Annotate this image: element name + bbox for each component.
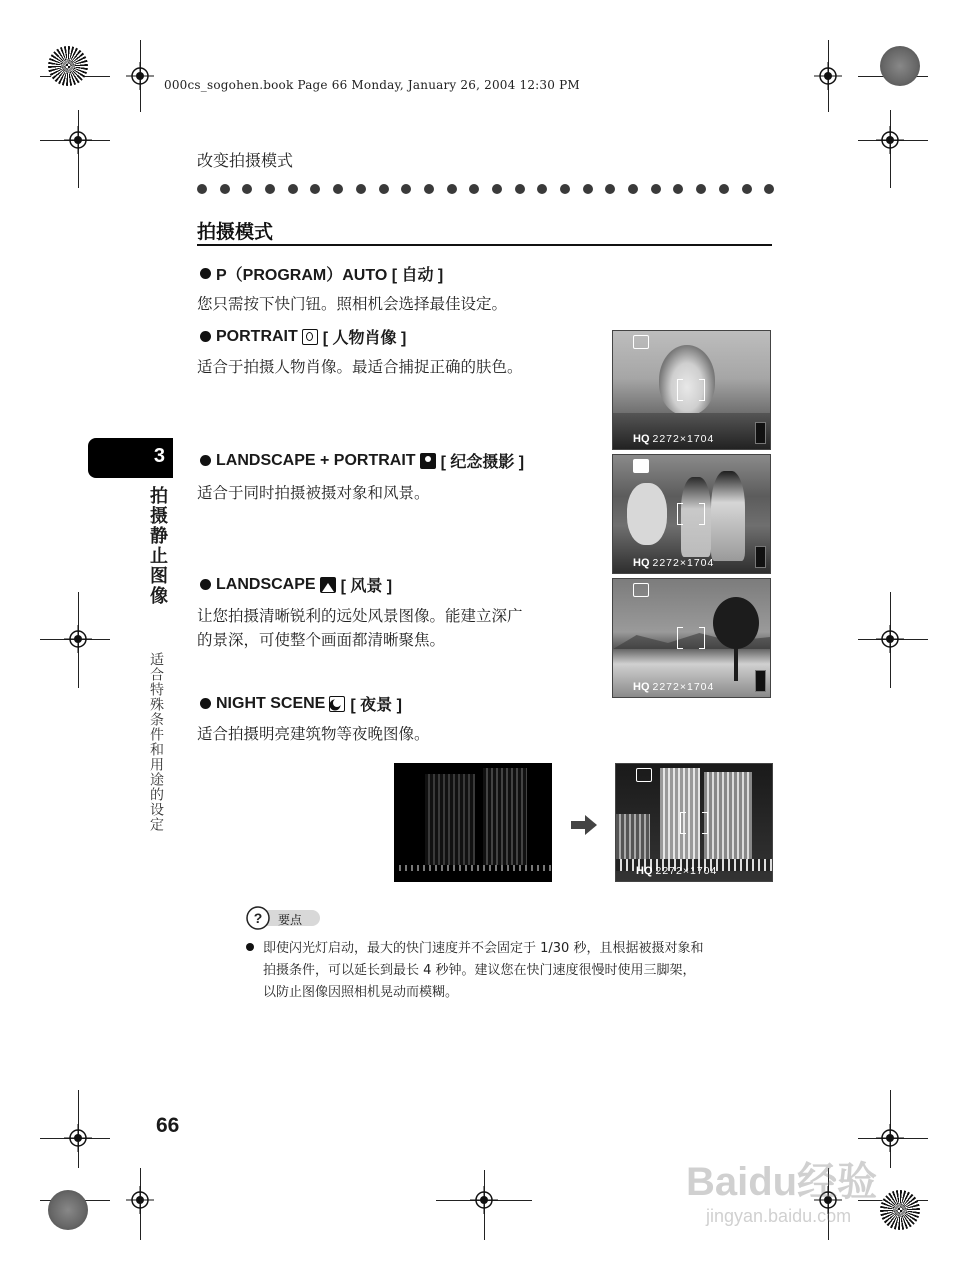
mode-heading-text: P（PROGRAM）AUTO [ 自动 ] [216, 267, 444, 284]
description-line: 的景深，可使整个画面都清晰聚焦。 [197, 631, 446, 649]
landscape-mode-icon [320, 577, 336, 593]
quality-readout: HQ 2272×1704 [633, 433, 715, 445]
building [704, 772, 752, 864]
landscape-portrait-sample-photo [612, 454, 771, 574]
night-scene-mode-icon [329, 696, 345, 712]
watermark-logo: Baidu经验 [686, 1160, 878, 1204]
mode-heading-text: LANDSCAPE + PORTRAIT [216, 451, 416, 469]
chapter-subtitle: 适合特殊条件和用途的设定 [148, 652, 164, 832]
building [483, 768, 527, 866]
landscape-portrait-mode-icon [633, 459, 649, 473]
note-line: 即使闪光灯启动，最大的快门速度并不会固定于 1/30 秒，且根据被摄对象和 [263, 941, 704, 956]
registration-mark-icon [64, 625, 92, 653]
mode-heading-text: PORTRAIT [216, 327, 298, 345]
registration-mark-icon [876, 1124, 904, 1152]
bullet-icon [246, 943, 254, 951]
note-label: 要点 [278, 913, 303, 927]
description-line: 让您拍摄清晰锐利的远处风景图像。能建立深广 [197, 607, 523, 625]
bullet-icon [200, 455, 211, 466]
registration-mark-icon [64, 1124, 92, 1152]
bullet-icon [200, 698, 211, 709]
night-scene-after-photo [615, 763, 773, 882]
mode-description: 适合于拍摄人物肖像。最适合捕捉正确的肤色。 [197, 358, 523, 376]
mode-heading-label: [ 纪念摄影 ] [440, 454, 525, 471]
note-body [263, 938, 703, 1004]
af-target-bracket [677, 627, 705, 649]
af-target-bracket [677, 379, 705, 401]
registration-mark-icon [470, 1186, 498, 1214]
af-target-bracket [680, 812, 708, 834]
color-target-icon [48, 1190, 88, 1230]
night-scene-before-photo [394, 763, 552, 882]
bullet-icon [200, 579, 211, 590]
running-head: 改变拍摄模式 [197, 151, 294, 170]
landscape-mode-icon [633, 583, 649, 597]
street-lights [395, 865, 551, 871]
registration-mark-icon [126, 62, 154, 90]
battery-icon [755, 670, 766, 692]
building [425, 774, 475, 866]
section-title: 拍摄模式 [197, 221, 274, 243]
mode-description: 适合拍摄明亮建筑物等夜晚图像。 [197, 725, 430, 743]
mode-description [197, 604, 523, 652]
bullet-icon [200, 331, 211, 342]
registration-mark-icon [126, 1186, 154, 1214]
landscape-sample-photo [612, 578, 771, 698]
statue [627, 483, 667, 545]
mode-heading-text: LANDSCAPE [216, 575, 316, 593]
battery-icon [755, 422, 766, 444]
registration-mark-icon [814, 62, 842, 90]
note-line: 拍摄条件，可以延长到最长 4 秒钟。建议您在快门速度很慢时使用三脚架， [263, 963, 696, 978]
mode-description: 您只需按下快门钮。照相机会选择最佳设定。 [197, 295, 508, 313]
portrait-mode-icon [302, 329, 318, 345]
night-scene-mode-icon [636, 768, 652, 782]
mode-heading-label: [ 风景 ] [340, 578, 393, 595]
person-right [711, 471, 745, 561]
file-info: 000cs_sogohen.book Page 66 Monday, January 26, 2004 12:30 PM [164, 78, 580, 92]
registration-mark-icon [64, 126, 92, 154]
svg-text:?: ? [253, 910, 263, 926]
quality-readout: HQ 2272×1704 [633, 681, 715, 693]
mode-heading-label: [ 夜景 ] [350, 697, 402, 714]
landscape-portrait-mode-icon [420, 453, 436, 469]
battery-icon [755, 546, 766, 568]
tree-trunk [734, 643, 738, 681]
page-number: 66 [156, 1114, 180, 1137]
note-line: 以防止图像因照相机晃动而模糊。 [263, 985, 459, 1000]
portrait-mode-icon [633, 335, 649, 349]
portrait-sample-photo [612, 330, 771, 450]
mode-heading-label: [ 人物肖像 ] [322, 330, 407, 347]
chapter-tab [88, 438, 173, 478]
mode-heading [200, 325, 406, 348]
chapter-number: 3 [153, 445, 165, 467]
dotted-divider [197, 184, 787, 194]
color-target-icon [880, 1190, 920, 1230]
watermark-url: jingyan.baidu.com [706, 1206, 852, 1226]
bullet-icon [200, 268, 211, 279]
tree-canopy [713, 597, 759, 649]
registration-mark-icon [876, 126, 904, 154]
quality-readout: HQ 2272×1704 [633, 557, 715, 569]
mode-heading [200, 692, 402, 715]
mode-heading [200, 573, 392, 596]
section-rule [197, 244, 772, 246]
quality-readout: HQ 2272×1704 [636, 865, 718, 877]
mode-heading [200, 262, 443, 285]
mode-description: 适合于同时拍摄被摄对象和风景。 [197, 484, 430, 502]
arrow-right-icon [571, 815, 597, 835]
color-target-icon [880, 46, 920, 86]
registration-mark-icon [876, 625, 904, 653]
chapter-title: 拍摄静止图像 [147, 486, 168, 606]
color-target-icon [48, 46, 88, 86]
note-badge [246, 906, 320, 930]
mode-heading-text: NIGHT SCENE [216, 694, 326, 712]
building [616, 814, 650, 864]
mode-heading [200, 449, 524, 472]
af-target-bracket [677, 503, 705, 525]
